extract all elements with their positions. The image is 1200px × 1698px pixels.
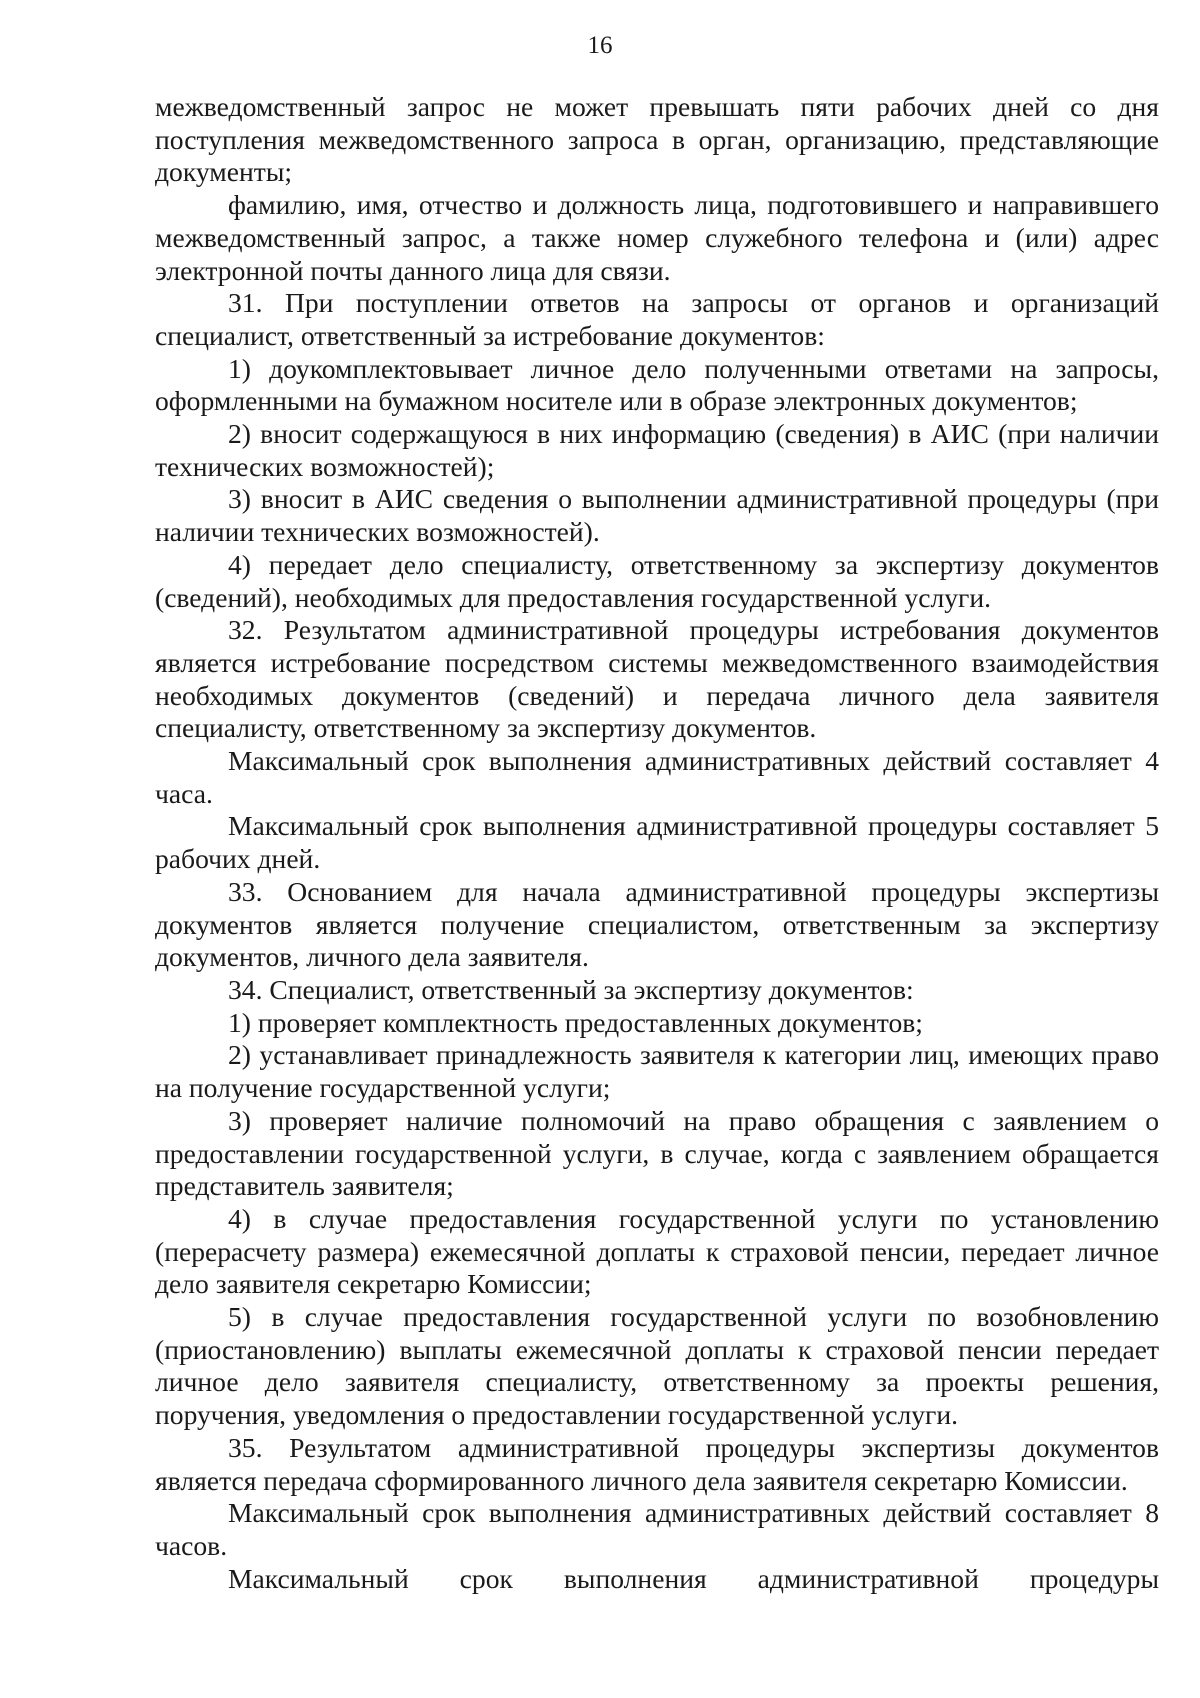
paragraph: 31. При поступлении ответов на запросы от органов и организаций специалист, ответственный за истребование документов: (155, 287, 1159, 351)
paragraph: 4) передает дело специалисту, ответственному за экспертизу документов (сведений), необходимых для предоставления государственной услуги. (155, 548, 1159, 613)
paragraph: Максимальный срок выполнения административной процедуры составляет 5 рабочих дней. (155, 810, 1159, 875)
paragraph: межведомственный запрос не может превышать пяти рабочих дней со дня поступления межведомственного запроса в орган, организацию, представляющие документы; (155, 91, 1159, 188)
paragraph: фамилию, имя, отчество и должность лица, подготовившего и направившего межведомственный запрос, а также номер служебного телефона и (или) адрес электронной почты данного лица для связи. (155, 189, 1159, 286)
paragraph: Максимальный срок выполнения административных действий составляет 4 часа. (155, 745, 1159, 809)
paragraph: 34. Специалист, ответственный за экспертизу документов: (228, 973, 914, 1005)
document-body (155, 91, 1159, 1595)
paragraph: 1) доукомплектовывает личное дело полученными ответами на запросы, оформленными на бумажном носителе или в образе электронных документов; (155, 352, 1159, 417)
paragraph: 33. Основанием для начала административной процедуры экспертизы документов является получение специалистом, ответственным за экспертизу документов, личного дела заявителя. (155, 875, 1159, 973)
paragraph: 4) в случае предоставления государственной услуги по установлению (перерасчету размера) ежемесячной доплаты к страховой пенсии, передает личное дело заявителя секретарю Комиссии; (155, 1202, 1159, 1300)
paragraph: 5) в случае предоставления государственной услуги по возобновлению (приостановлению) выплаты ежемесячной доплаты к страховой пенсии передает личное дело заявителя специалисту, ответственному за проекты решения, поручения, уведомления о предоставлении государственной услуги. (155, 1301, 1159, 1431)
paragraph: 2) вносит содержащуюся в них информацию (сведения) в АИС (при наличии технических возможностей); (155, 418, 1159, 482)
paragraph: 32. Результатом административной процедуры истребования документов является истребование посредством системы межведомственного взаимодействия необходимых документов (сведений) и передача личного дела заявителя специалисту, ответственному за экспертизу документов. (155, 614, 1159, 744)
page-number: 16 (587, 32, 613, 59)
paragraph: Максимальный срок выполнения административной процедуры (228, 1562, 1159, 1594)
paragraph: 35. Результатом административной процедуры экспертизы документов является передача сформированного личного дела заявителя секретарю Комиссии. (155, 1431, 1159, 1496)
paragraph: Максимальный срок выполнения административных действий составляет 8 часов. (155, 1497, 1159, 1561)
paragraph: 2) устанавливает принадлежность заявителя к категории лиц, имеющих право на получение государственной услуги; (155, 1039, 1159, 1104)
paragraph: 3) вносит в АИС сведения о выполнении административной процедуры (при наличии технических возможностей). (155, 483, 1159, 548)
paragraph: 3) проверяет наличие полномочий на право обращения с заявлением о предоставлении государственной услуги, в случае, когда с заявлением обращается представитель заявителя; (155, 1104, 1159, 1202)
paragraph: 1) проверяет комплектность предоставленных документов; (228, 1006, 923, 1038)
